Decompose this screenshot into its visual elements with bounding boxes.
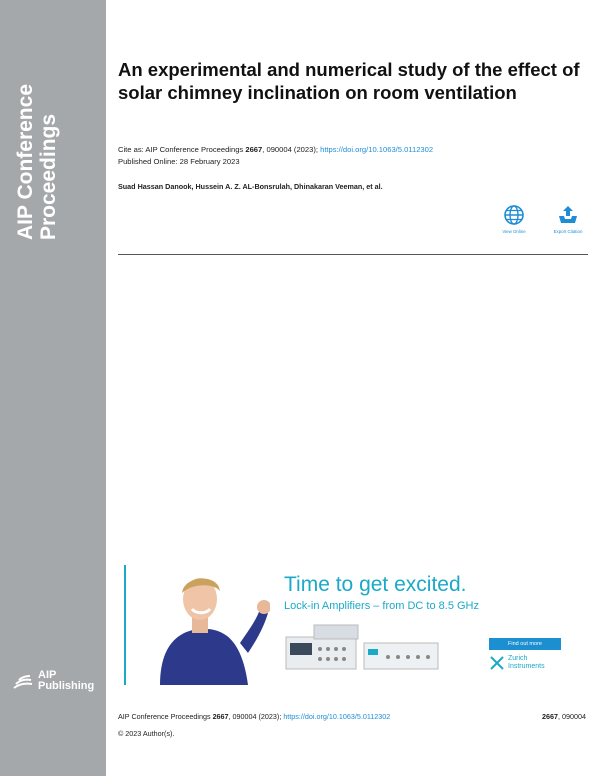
zurich-instruments-logo: [489, 655, 545, 671]
ad-instruments-image: [284, 623, 484, 673]
footer-page-suffix: , 090004: [558, 712, 586, 721]
view-online-label: View Online: [502, 229, 526, 234]
view-online-button[interactable]: [494, 204, 534, 234]
export-citation-button[interactable]: [548, 204, 588, 234]
footer-doi-link[interactable]: https://doi.org/10.1063/5.0112302: [283, 712, 391, 721]
doi-link[interactable]: https://doi.org/10.1063/5.0112302: [320, 145, 434, 154]
globe-icon: [503, 204, 525, 226]
citation-prefix: Cite as: AIP Conference Proceedings: [118, 145, 246, 154]
footer-citation-volume: 2667: [212, 712, 229, 721]
footer-citation: [118, 712, 390, 721]
series-title-line1: AIP Conference: [14, 84, 37, 240]
ad-person-image: [130, 569, 270, 685]
sidebar: [0, 0, 106, 776]
export-citation-label: Export Citation: [553, 229, 583, 234]
article-title: An experimental and numerical study of the effect of solar chimney inclination on room ventilation: [118, 59, 580, 103]
footer-page-volume: 2667: [542, 712, 559, 721]
copyright: © 2023 Author(s).: [118, 729, 175, 738]
ad-stripe: [124, 565, 126, 685]
zi-brand-line2: Instruments: [508, 663, 545, 670]
header-divider: [118, 254, 588, 255]
citation-volume: 2667: [245, 145, 263, 154]
ad-headline: Time to get excited.: [284, 573, 467, 596]
series-title-line2: Proceedings: [37, 113, 60, 240]
footer-citation-suffix: , 090004 (2023);: [228, 712, 284, 721]
aip-logo-line1: AIP: [38, 669, 57, 681]
advertisement[interactable]: [124, 565, 574, 685]
citation-suffix: , 090004 (2023);: [262, 145, 321, 154]
footer-citation-prefix: AIP Conference Proceedings: [118, 712, 213, 721]
zi-brand-line1: Zurich: [508, 655, 528, 662]
aip-logo-icon: [12, 670, 34, 692]
series-title: [14, 0, 60, 240]
aip-publishing-logo[interactable]: [12, 670, 94, 692]
ad-subline: Lock-in Amplifiers – from DC to 8.5 GHz: [284, 600, 480, 612]
citation-line: [118, 145, 433, 154]
find-out-more-button[interactable]: Find out more: [489, 638, 561, 650]
published-date: Published Online: 28 February 2023: [118, 157, 240, 166]
aip-logo-line2: Publishing: [38, 680, 95, 692]
export-icon: [557, 204, 579, 226]
zi-logo-icon: [489, 655, 505, 671]
authors: Suad Hassan Danook, Hussein A. Z. AL-Bonsrulah, Dhinakaran Veeman, et al.: [118, 182, 383, 191]
footer-page-ref: [542, 712, 586, 721]
